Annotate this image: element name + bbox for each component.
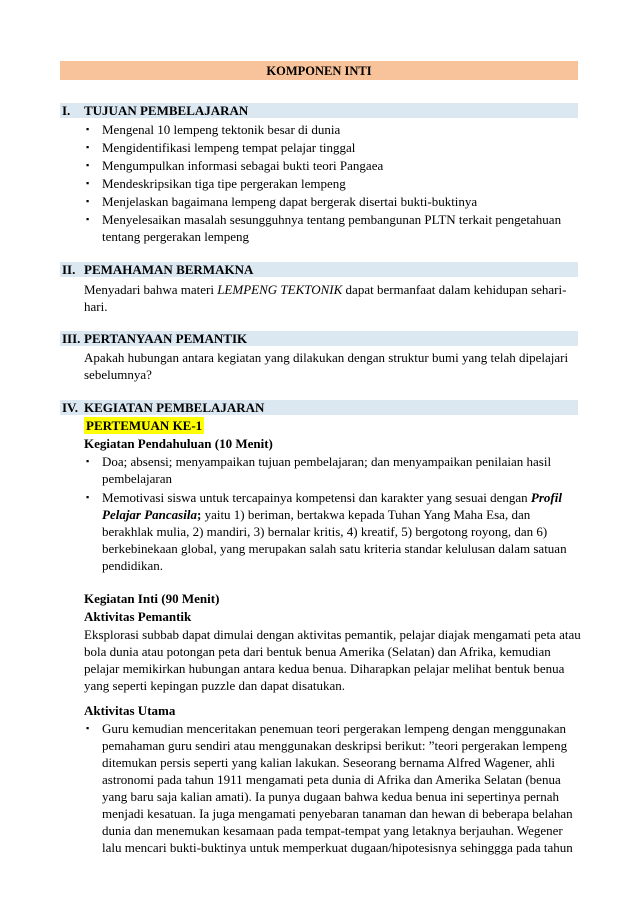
pertemuan-highlight: PERTEMUAN KE-1: [86, 418, 203, 433]
tujuan-item: Menjelaskan bagaimana lempeng dapat bergerak disertai bukti-buktinya: [102, 194, 478, 209]
bullet-icon: ▪: [86, 196, 90, 206]
pendahuluan-item-line: pembelajaran: [102, 471, 173, 486]
section-header-kegiatan: [60, 400, 578, 415]
pendahuluan-item-line: berakhlak mulia, 2) mandiri, 3) bernalar kritis, 4) kreatif, 5) bergotong royong, dan 6): [102, 524, 548, 539]
pendahuluan-heading: Kegiatan Pendahuluan (10 Menit): [84, 436, 273, 451]
utama-text-line: yang baru saja kalian amati). Ia punya dugaan bahwa kedua benua ini sepertinya pernah: [102, 789, 559, 804]
komponen-inti-title: KOMPONEN INTI: [60, 61, 578, 80]
section-label: PEMAHAMAN BERMAKNA: [84, 262, 254, 277]
profil-emphasis: Profil: [530, 490, 562, 505]
bullet-icon: ▪: [86, 492, 90, 502]
section-header-pemahaman: [60, 262, 578, 277]
pemahaman-text-line: hari.: [84, 299, 108, 314]
lempeng-tektonik-emphasis: LEMPENG TEKTONIK: [217, 282, 343, 297]
pemantik-heading: Aktivitas Pemantik: [84, 609, 192, 624]
section-number: I.: [62, 103, 71, 118]
section-number: IV.: [62, 400, 79, 415]
inti-heading: Kegiatan Inti (90 Menit): [84, 591, 220, 606]
utama-text-line: dunia dan menemukan kesamaan pada tempat-tempat yang letaknya berjauhan. Wegener: [102, 823, 563, 838]
tujuan-item: Mengenal 10 lempeng tektonik besar di dunia: [102, 122, 341, 137]
section-label: PERTANYAAN PEMANTIK: [84, 331, 248, 346]
utama-text-line: Guru kemudian menceritakan penemuan teori pergerakan lempeng dengan menggunakan: [102, 721, 566, 736]
tujuan-item: Mengidentifikasi lempeng tempat pelajar tinggal: [102, 140, 356, 155]
section-header-pertanyaan: [60, 331, 578, 346]
utama-text-line: pemahaman guru sendiri atau menggunakan deskripsi berikut: ”teori pergerakan lempeng: [102, 738, 568, 753]
pendahuluan-item-line: Pelajar Pancasila; yaitu 1) beriman, bertakwa kepada Tuhan Yang Maha Esa, dan: [102, 507, 531, 522]
pemantik-text-line: Eksplorasi subbab dapat dimulai dengan aktivitas pemantik, pelajar diajak mengamati peta atau: [84, 627, 581, 642]
bullet-icon: ▪: [86, 124, 90, 134]
pertanyaan-text-line: Apakah hubungan antara kegiatan yang dilakukan dengan struktur bumi yang telah dipelajari: [84, 350, 569, 365]
utama-text-line: astronomi pada tahun 1911 mengamati peta dunia di Afrika dan Amerika Selatan (benua: [102, 772, 561, 787]
tujuan-item-continuation: tentang pergerakan lempeng: [102, 229, 250, 244]
pertemuan-line: [84, 417, 578, 434]
pemantik-text-line: yang seperti kepingan puzzle dan dapat disatukan.: [84, 678, 345, 693]
bullet-icon: ▪: [86, 723, 90, 733]
bullet-icon: ▪: [86, 160, 90, 170]
bullet-icon: ▪: [86, 456, 90, 466]
utama-text-line: lalu mencari bukti-buktinya untuk memperkuat dugaan/hipotesisnya sehinggga pada tahun: [102, 840, 573, 855]
pendahuluan-item-line: Doa; absensi; menyampaikan tujuan pembelajaran; dan menyampaikan penilaian hasil: [102, 454, 552, 469]
pelajar-pancasila-emphasis: Pelajar Pancasila: [102, 507, 197, 522]
pemantik-text-line: bola dunia atau potongan peta dari bentuk benua Amerika (Selatan) dan Afrika, kemudian: [84, 644, 551, 659]
utama-heading: Aktivitas Utama: [84, 703, 176, 718]
pertanyaan-text-line: sebelumnya?: [84, 367, 152, 382]
tujuan-item: Mendeskripsikan tiga tipe pergerakan lempeng: [102, 176, 346, 191]
utama-text-line: menjadi kesatuan. Ia juga mengamati penyebaran tanaman dan hewan di beberapa belahan: [102, 806, 573, 821]
tujuan-item: Menyelesaikan masalah sesungguhnya tentang pembangunan PLTN terkait pengetahuan: [102, 212, 562, 227]
tujuan-item: Mengumpulkan informasi sebagai bukti teori Pangaea: [102, 158, 384, 173]
pendahuluan-item-line: Memotivasi siswa untuk tercapainya kompetensi dan karakter yang sesuai dengan Profil: [102, 490, 562, 505]
pendahuluan-item-line: berkebinekaan global, yang merupakan salah satu kriteria standar kelulusan dalam satuan: [102, 541, 567, 556]
section-label: KEGIATAN PEMBELAJARAN: [84, 400, 265, 415]
pemantik-text-line: pelajar memikirkan hubungan antara kedua benua. Diharapkan pelajar melihat bentuk benua: [84, 661, 565, 676]
section-label: TUJUAN PEMBELAJARAN: [84, 103, 249, 118]
bullet-icon: ▪: [86, 214, 90, 224]
section-number: III.: [62, 331, 81, 346]
section-number: II.: [62, 262, 76, 277]
utama-text-line: ditemukan persis seperti yang kalian lakukan. Seseorang bernama Alfred Wagener, ahli: [102, 755, 556, 770]
section-header-tujuan: [60, 103, 578, 118]
pendahuluan-item-line: pendidikan.: [102, 558, 164, 573]
pemahaman-text-line: Menyadari bahwa materi LEMPENG TEKTONIK dapat bermanfaat dalam kehidupan sehari-: [84, 282, 567, 297]
bullet-icon: ▪: [86, 142, 90, 152]
bullet-icon: ▪: [86, 178, 90, 188]
